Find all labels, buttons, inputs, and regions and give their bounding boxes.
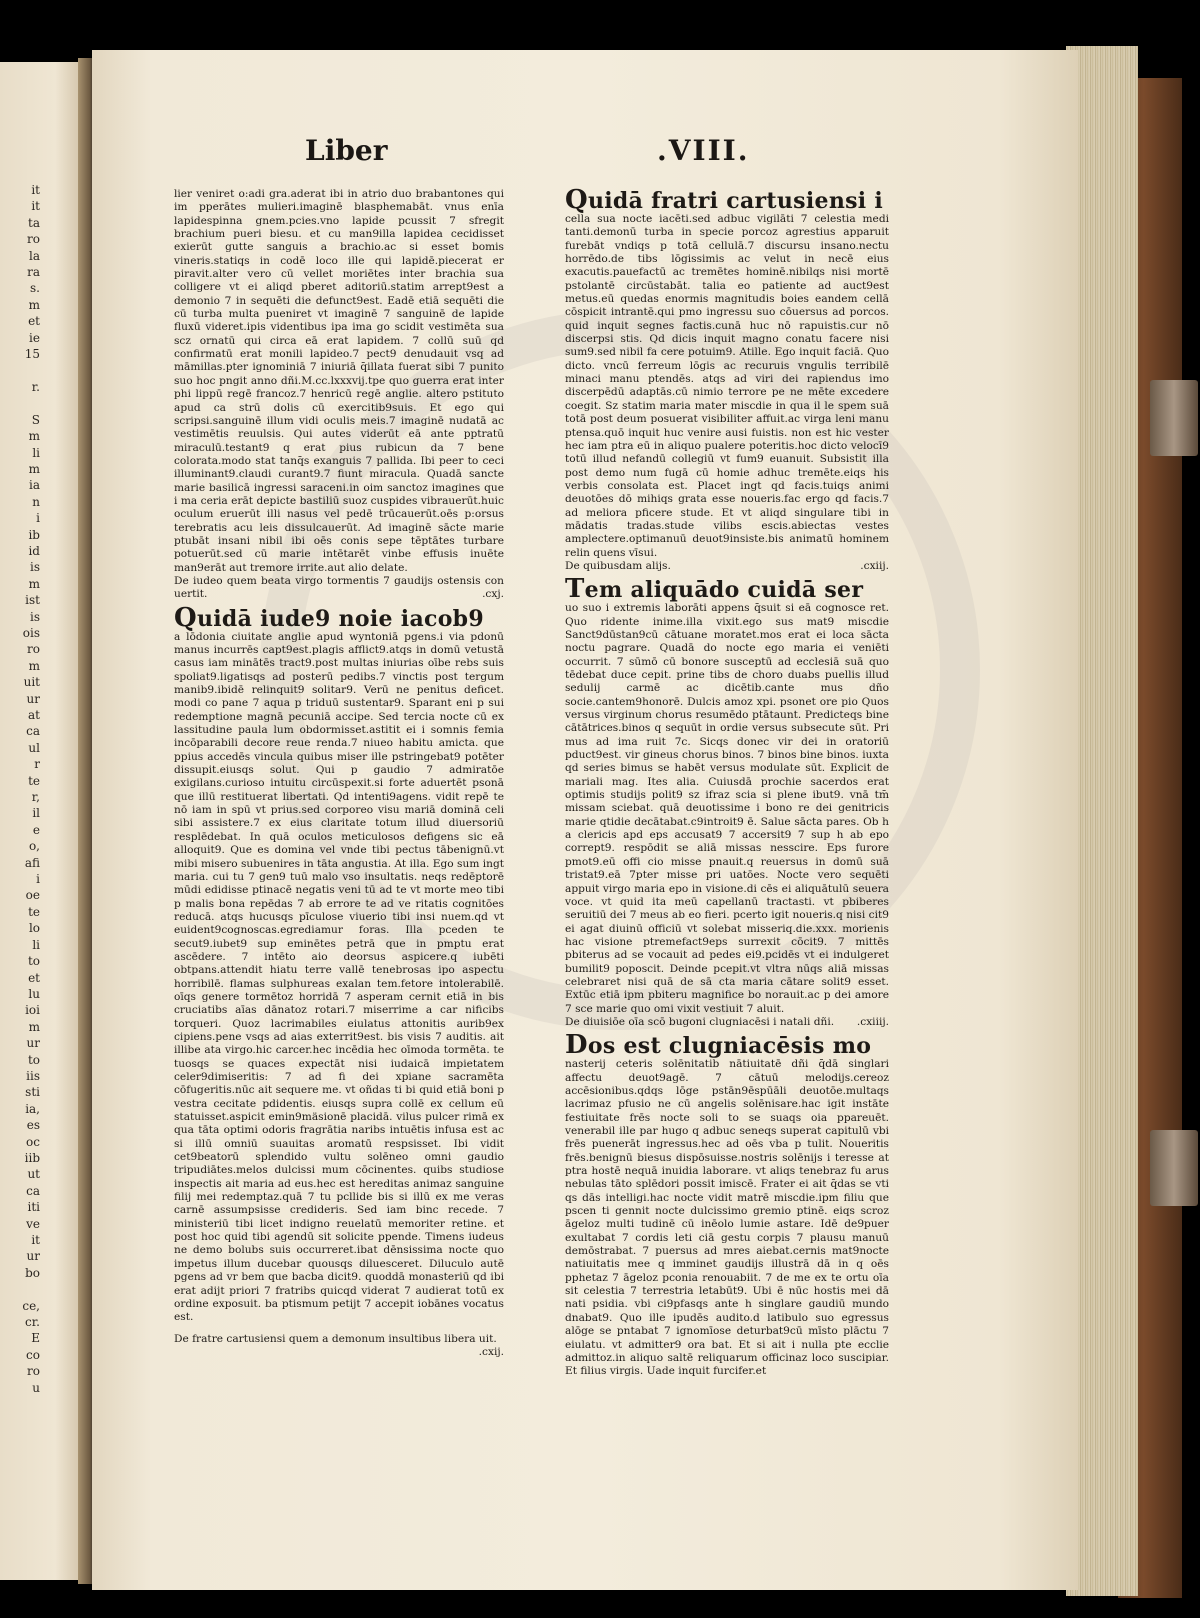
chapter-heading xyxy=(565,185,889,215)
chapter-number: .cxiiij. xyxy=(856,1015,889,1028)
paragraph-body: lier veniret o:adi gra.aderat ibi in atrio duo brabantones qui im pperātes mulieri.imaginē blasphemabāt. vnus enīa lapidespinna gnem.pcies.vno lapide pcussit 7 sfregit brachium pueri biesu. et cu man9illa lapidea cecidisset exierūt gutte sanguis a brachio.ac si esset bomis vineris.statiqs in codē loco ille qui lapidē.piecerat er piravit.alter vero cū vellet moriētes inter brachia sua colligere vt ei aliqd pberet aditoriū.statim arrept9est a demonio 7 in sequēti die defunct9est. Eadē etiā sequēti die cū turba multa pueniret vt imaginē 7 sanguinē de lapide fluxū videret.ipis videntibus ipa ima go scidit vestimēta sua scz ornatū qui circa eā erat lapidem. 7 collū suū qd confirmatū erat monili lapideo.7 pect9 denudauit vsq ad māmillas.pter ignominiā 7 iniuriā q̄illata fuerat sibi 7 punito suo hoc pngit anno dñi.M.cc.lxxxvij.tpe quo guerra erat inter phi lippū regē francoz.7 henricū regē anglie. altero pstituto apud ca strū dolis cū exercitib9suis. Et ego qui scripsi.sanguinē illum vidi oculis meis.7 imaginē nudatā ac vestimētis reuulsis. Qui autes viderūt eā ante pptratū miraculū.testant9 q erat pius rubicun da 7 bene colorata.modo stat tanq̄s exanguis 7 pallida. Ibi peer to ceci illuminant9.claudi curant9.7 fiunt miracula. Quadā sancte marie basilicā ingressi saraceni.in oim sanctoz imagines que i ma ceria erāt depicte bastiliū suoz cuspides vibrauerūt.huic oculum eruerūt illi nasus vel pedē trūcauerūt.oēs p:orsus terebratis acu leis dissulcauerūt. Ad imaginē sācte marie ptubāt insani nibil ibi oēs conis sepe tēptātes turbare potuerūt.sed cū marie intētarēt vinbe effusis inuēte man9erāt aut tremore irrite.aut alio delate. xyxy=(174,188,504,574)
paragraph-body: nasterij ceteris solēnitatib nātiuitatē dñi q̄dā singlari affectu deuot9agē. 7 cātuū melodijs.cereoz accēsionibus.qdqs lōge pstān9ēspūāli deuotōe.multaqs lacrimaz pfusio ne cū angelis solēnisare.hac igit instāte festiuitate frēs nocte soli to se suaqs oia ppareuēt. venerabil ille par hugo q adbuc seneqs superat capitulū vbi frēs puenerāt ingressus.hec ad oēs vba p tulit. Noueritis frēs.benignū biesus dispōsuisse.nostris solēnijs i teresse at ptra hostē nequā inuidia laborare. vt aliqs tenebraz fu arus nebulas tāto splēdori possit imiscē. Frater ei ait q̄das se vti qs dās intelligi.hac nocte vidit matrē miscdie.ipm filiu que pscen ti gennit nocte dulcissimo gremio ptinē. eiqs scroz āgeloz multi tudinē cū inēolo lumie astare. Idē de9puer exultabat 7 cordis leti ciā gestu corpis 7 plausu manuū demōstrabat. 7 puersus ad mres aiebat.cernis mat9nocte natiuitatis mee q imminet gaudijs illustrā dā in q oēs pphetaz 7 āgeloz pconia renouabiit. 7 de me ex te ortu oīa sit celestia 7 terrestria letabūt9. Ubi ē nūc hostis mei dā nati psidia. vbi ci9pfasqs ante h singlare gaudiū mundo dnabat9. Quo ille ipudēs audito.d latibulo suo egressus alōge se pntabat 7 ignomīose deturbat9cū mīsto plāctu 7 eiulatu. vt admitter9 ora bat. Et si ait i nulla pte ecclie admittoz.in aliquo saltē reliquarum officinaz loco suscipiar. Et filius virgis. Uade inquit furcifer.et xyxy=(565,1058,889,1378)
paragraph-body: cella sua nocte iacēti.sed adbuc vigilāti 7 celestia medi tanti.demonū turba in specie porcoz agrestius apparuit furebāt vndiqs p totā cellulā.7 discursu insano.nectu horrēdo.de tibs lōgissimis ac velut in necē eius exacutis.pauefactū ac tremētes hominē.nibilqs nisi mortē pstolantē circūstabāt. talia eo patiente ad auct9est metus.eū quedas enormis magnitudis boies eandem cellā cōspicit intrantē.qui pmo ingressu suo cōuersus ad porcos. quid inquit segnes factis.cunā huc nō rapuistis.cur nō discerpsi stis. Qd dicis inquit magno conatu facere nisi sum9.sed nibil fa cere potuim9. Atille. Ego inquit faciā. Quo dicto. vncū ferreum lōgis ac recuruis vngulis terribilē minaci manu ptendēs. atqs ad viri dei rapiendus imo discerpēdū adaptās.cū nimio terrore pe ne mēte excedere coegit. Sz statim maria mater miscdie in qua il le spem suā totā post deum posuerat visibiliter affuit.ac virga leni manu ptensa.quō inquit huc venire ausi fuistis. non est hic vester hec iam ptra eū in aliquo pualere poteritis.hoc dicto velocī9 totū illud nefandū collegiū vt fum9 euanuit. Subsistit illa post demo num fugā cū homie adhuc tremēte.eiqs his verbis consolata est. Placet ingt qd facis.tuiqs animi deuotōes dō mihiqs grata esse noueris.fac ergo qd facis.7 ad meliora pficere stude. Et vt aliqd singulare tibi in mādatis tradas.stude vilibs escis.abiectas vestes amplectere.optimanuū deuot9insiste.bis animatū hominem relin quens vīsui. xyxy=(565,213,889,559)
text-column-right xyxy=(565,185,889,1379)
chapter-rubric xyxy=(565,1016,889,1029)
left-page-text-fragments: it it ta ro la ra s. m et ie 15 r. S m li m ia n i ib id is m ist is ois ro m uit ur at ca ul r te r, il e o, afi i oe te lo li to et lu ioi m ur to iis sti ia, es oc iib ut ca iti ve it ur bo ce, cr. E co ro u xyxy=(22,183,40,1395)
initial-letter: T xyxy=(565,574,585,605)
chapter-heading xyxy=(565,574,889,605)
chapter-title: em aliquādo cuidā ser xyxy=(584,577,864,604)
chapter-rubric xyxy=(174,1332,504,1358)
paragraph-body: a lōdonia ciuitate anglie apud wyntoniā pgens.i via pdonū manus incurrēs capt9est.plagis afflict9.atqs in domū vetustā casus iam minātēs tract9.post multas iniurias oībe rebs suis spoliat9.ligatisqs ad posterū pedibs.7 vinctis post tergum manib9.ibidē relinquit9 solitar9. Verū ne penitus deficet. modi co pane 7 aqua p triduū sustentar9. Sparant eni p sui redemptione magnā pecuniā accipe. Sed tercia nocte cū ex lassitudine paula lum obdormisset.astitit ei i somnis femia incōparabili decore reue renda.7 niueo habitu amicta. que ppius accedēs vincula quibus miser ille pstringebat9 potēter dissupit.eiusqs solut. Qui p gaudio 7 admiratōe exigilans.curioso intuitu circūspexit.si forte aduertēt psonā que illū restituerat libertati. Qd intenti9agens. vidit repē te nō iam in spū vt prius.sed corporeo visu mariā dominā celi sibi assistere.7 ex eius claritate totum illud diuersoriū resplēdebat. In quā oculos meticulosos defigens sic eā alloquit9. Que es domina vel vnde tibi pectus tābenignū.vt mibi misero subuenires in tāta angustia. At illa. Ego sum ingt maria. cui tu 7 gen9 tuū malo vso insultatis. neqs redēptorē mūdi edidisse ptinacē negatis veni tū ad te vt morte meo tibi p malis bona repēdas 7 ab errore te ad ve ritatis cognitōes reducā. atqs hucusqs pīculose viuerio tibi insi nuem.qd vt euident9cognoscas.egrediamur foras. Illa pceden te secut9.iubet9 sup eminētes petrā que in pmptu erat ascēdere. 7 intēto aio deorsus aspicere.q iubēti obtpans.attendit hiatu terre vallē tenebrosas ipo aspectu horribilē. flamas sulphureas exalan tem.fetore intolerabilē. oīqs genere tormētoz horridā 7 asperam cernit etiā in bis cruciatibs aīas dānatoz rotari.7 miserrime a car nificibs torqueri. Quoz lacrimabiles eiulatus attonitis aurib9ex cipiens.pene vsqs ad aias exterrit9est. bis visis 7 auditis. ait illibe ata virgo.hic carcer.hec incēdia hec oīmoda tormēta. te tuosqs se quaces expectāt nisi iudaicā impietatem celer9dimiseritis: 7 ad fi dei xpiane sacramēta cōfugeritis.nūc ait sequere me. vt oñdas ti bi quid etiā boni p vestra cecitate pdidentis. eiusqs supra collē ex cellum eū statuisset.aspicit emin9mäsionē placidā. vilus pulcer rimā ex qua tāta optimi odoris fragrātia naribs intuētis infusa est ac si illū omniū suauitas aromatū respsisset. Ibi vidit cet9beatorū splendido vultu solēneo omni gaudio tripudiātes.melos dulcissi mum cōcinentes. quibs studiose inspectis ait maria ad eus.hec est hereditas animaz sanguine filij mei redemptaz.quā 7 tu pcllide bis si illū ex me veras carnē assumpsisse credideris. Sed iam binc recede. 7 ministeriū tibi licet indigno reuelatū memoriter retine. et post hoc quid tibi agendū sit solicite ppende. Timens iudeus ne demo bolubs suis occurreret.ibat dēnsissima nocte quo impetus illum ducebar quousqs diluesceret. Diluculo autē pgens ad vr bem que bacba dicit9. quoddā monasteriū qd ibi erat adijt priori 7 fratribs quicqd viderat 7 audierat totū ex ordine exposuit. ba ptismum petijt 7 accepit iobānes vocatus est. xyxy=(174,630,504,1324)
initial-letter: Q xyxy=(565,185,588,215)
initial-letter: Q xyxy=(174,602,197,633)
chapter-number: .cxiij. xyxy=(860,559,889,572)
clasp-lower xyxy=(1150,1130,1198,1206)
chapter-title: os est clugniacēsis mo xyxy=(587,1033,872,1060)
rubric-text: De diuisiōe oīa scō bugoni clugniacēsi i natali dñi. xyxy=(565,1015,835,1028)
rubric-text: De iudeo quem beata virgo tormentis 7 gaudijs ostensis con uertit. xyxy=(174,574,504,601)
paragraph-body: uo suo i extremis laborāti appens q̄suit si eā cognosce ret. Quo ridente inime.illa vixit.ego sus mat9 miscdie Sanct9dūstan9cū cātuane moratet.mos erat ei loca sācta noctu pagrare. Quadā do nocte ego maria ei veniēti occurrit. 7 sūmō cū bonore susceptū ad ecclesiā suā quo tēdebat duce cepit. prine tibs de choro duabs puellis illud sedulij carmē ac dicētib.cante mus dño socie.cantem9honorē. Dulcis amoz xpi. psonet ore pio Quos versus virginum chorus resumēdo ptātaunt. Predicteqs bine cātātrices.binos q sequūt in ordie versus subsecute sūt. Pri mus ad ima ruit 7c. Sicqs donec vir dei in oratoriū pduct9est. vir gineus chorus binos. 7 binos bine binos. iuxta qd series bimus se habēt versus modulate sūt. Explicit de mariali mag. Ites alia. Cuiusdā prochie sacerdos erat optimis studijs polit9 sz ifraz scia si plene ibut9. vnā tm̄ missam sciebat. quā deuotissime i bono re dei genitricis marie qtidie decātabat.c9introit9 ē. Salue sācta pares. Ob h a clericis apd eps accusat9 7 accersit9 7 sup h ab epo corrept9. respōdit se aliā missas nesscire. Eps furore pmot9.eū offi cio misse pnauit.q reuersus in domū suā tristat9.eā 7pter misse pri uatōes. Nocte vero sequēti appuit virgo maria epo in visione.di cēs ei aliquātulū seuera voce. vt quid ita meū capellanū tractasti. vt pbiberes seruitiū dei 7 meus ab eo fieri. pcerto igit noueris.q nisi cit9 ei agat diuinū officiū vt solebat misseriq.die.xxx. morienis hac visione ptremefact9eps surrexit cōcit9. 7 mittēs pbiterus ad se vocauit ad pedes ei9.pcidēs vt ei indulgeret bumilit9 poposcit. Deinde pcepit.vt vltra nūqs aliā missas celebraret nisi quā de sā cta maria cātare solit9 esset. Extūc etiā ipm pbiteru magnifice bo norauit.ac p dei amore 7 sce marie quo omi vixit vestiuit 7 aluit. xyxy=(565,602,889,1015)
chapter-number: .cxij. xyxy=(478,1345,504,1358)
initial-letter: D xyxy=(565,1030,588,1061)
chapter-heading xyxy=(174,602,504,633)
chapter-heading xyxy=(565,1030,889,1061)
chapter-number: .cxj. xyxy=(482,588,504,601)
clasp-upper xyxy=(1150,380,1198,456)
chapter-title: uidā iude9 noie iacob9 xyxy=(196,605,484,632)
chapter-rubric xyxy=(565,560,889,573)
rubric-text: De quibusdam alijs. xyxy=(565,559,671,572)
chapter-title: uidā fratri cartusiensi i xyxy=(587,188,884,214)
rubric-text: De fratre cartusiensi quem a demonum insultibus libera uit. xyxy=(174,1332,497,1345)
running-head-left: Liber xyxy=(305,134,388,167)
running-head-right: .VIII. xyxy=(657,134,750,167)
text-column-left xyxy=(174,188,504,1359)
chapter-rubric xyxy=(174,575,504,602)
